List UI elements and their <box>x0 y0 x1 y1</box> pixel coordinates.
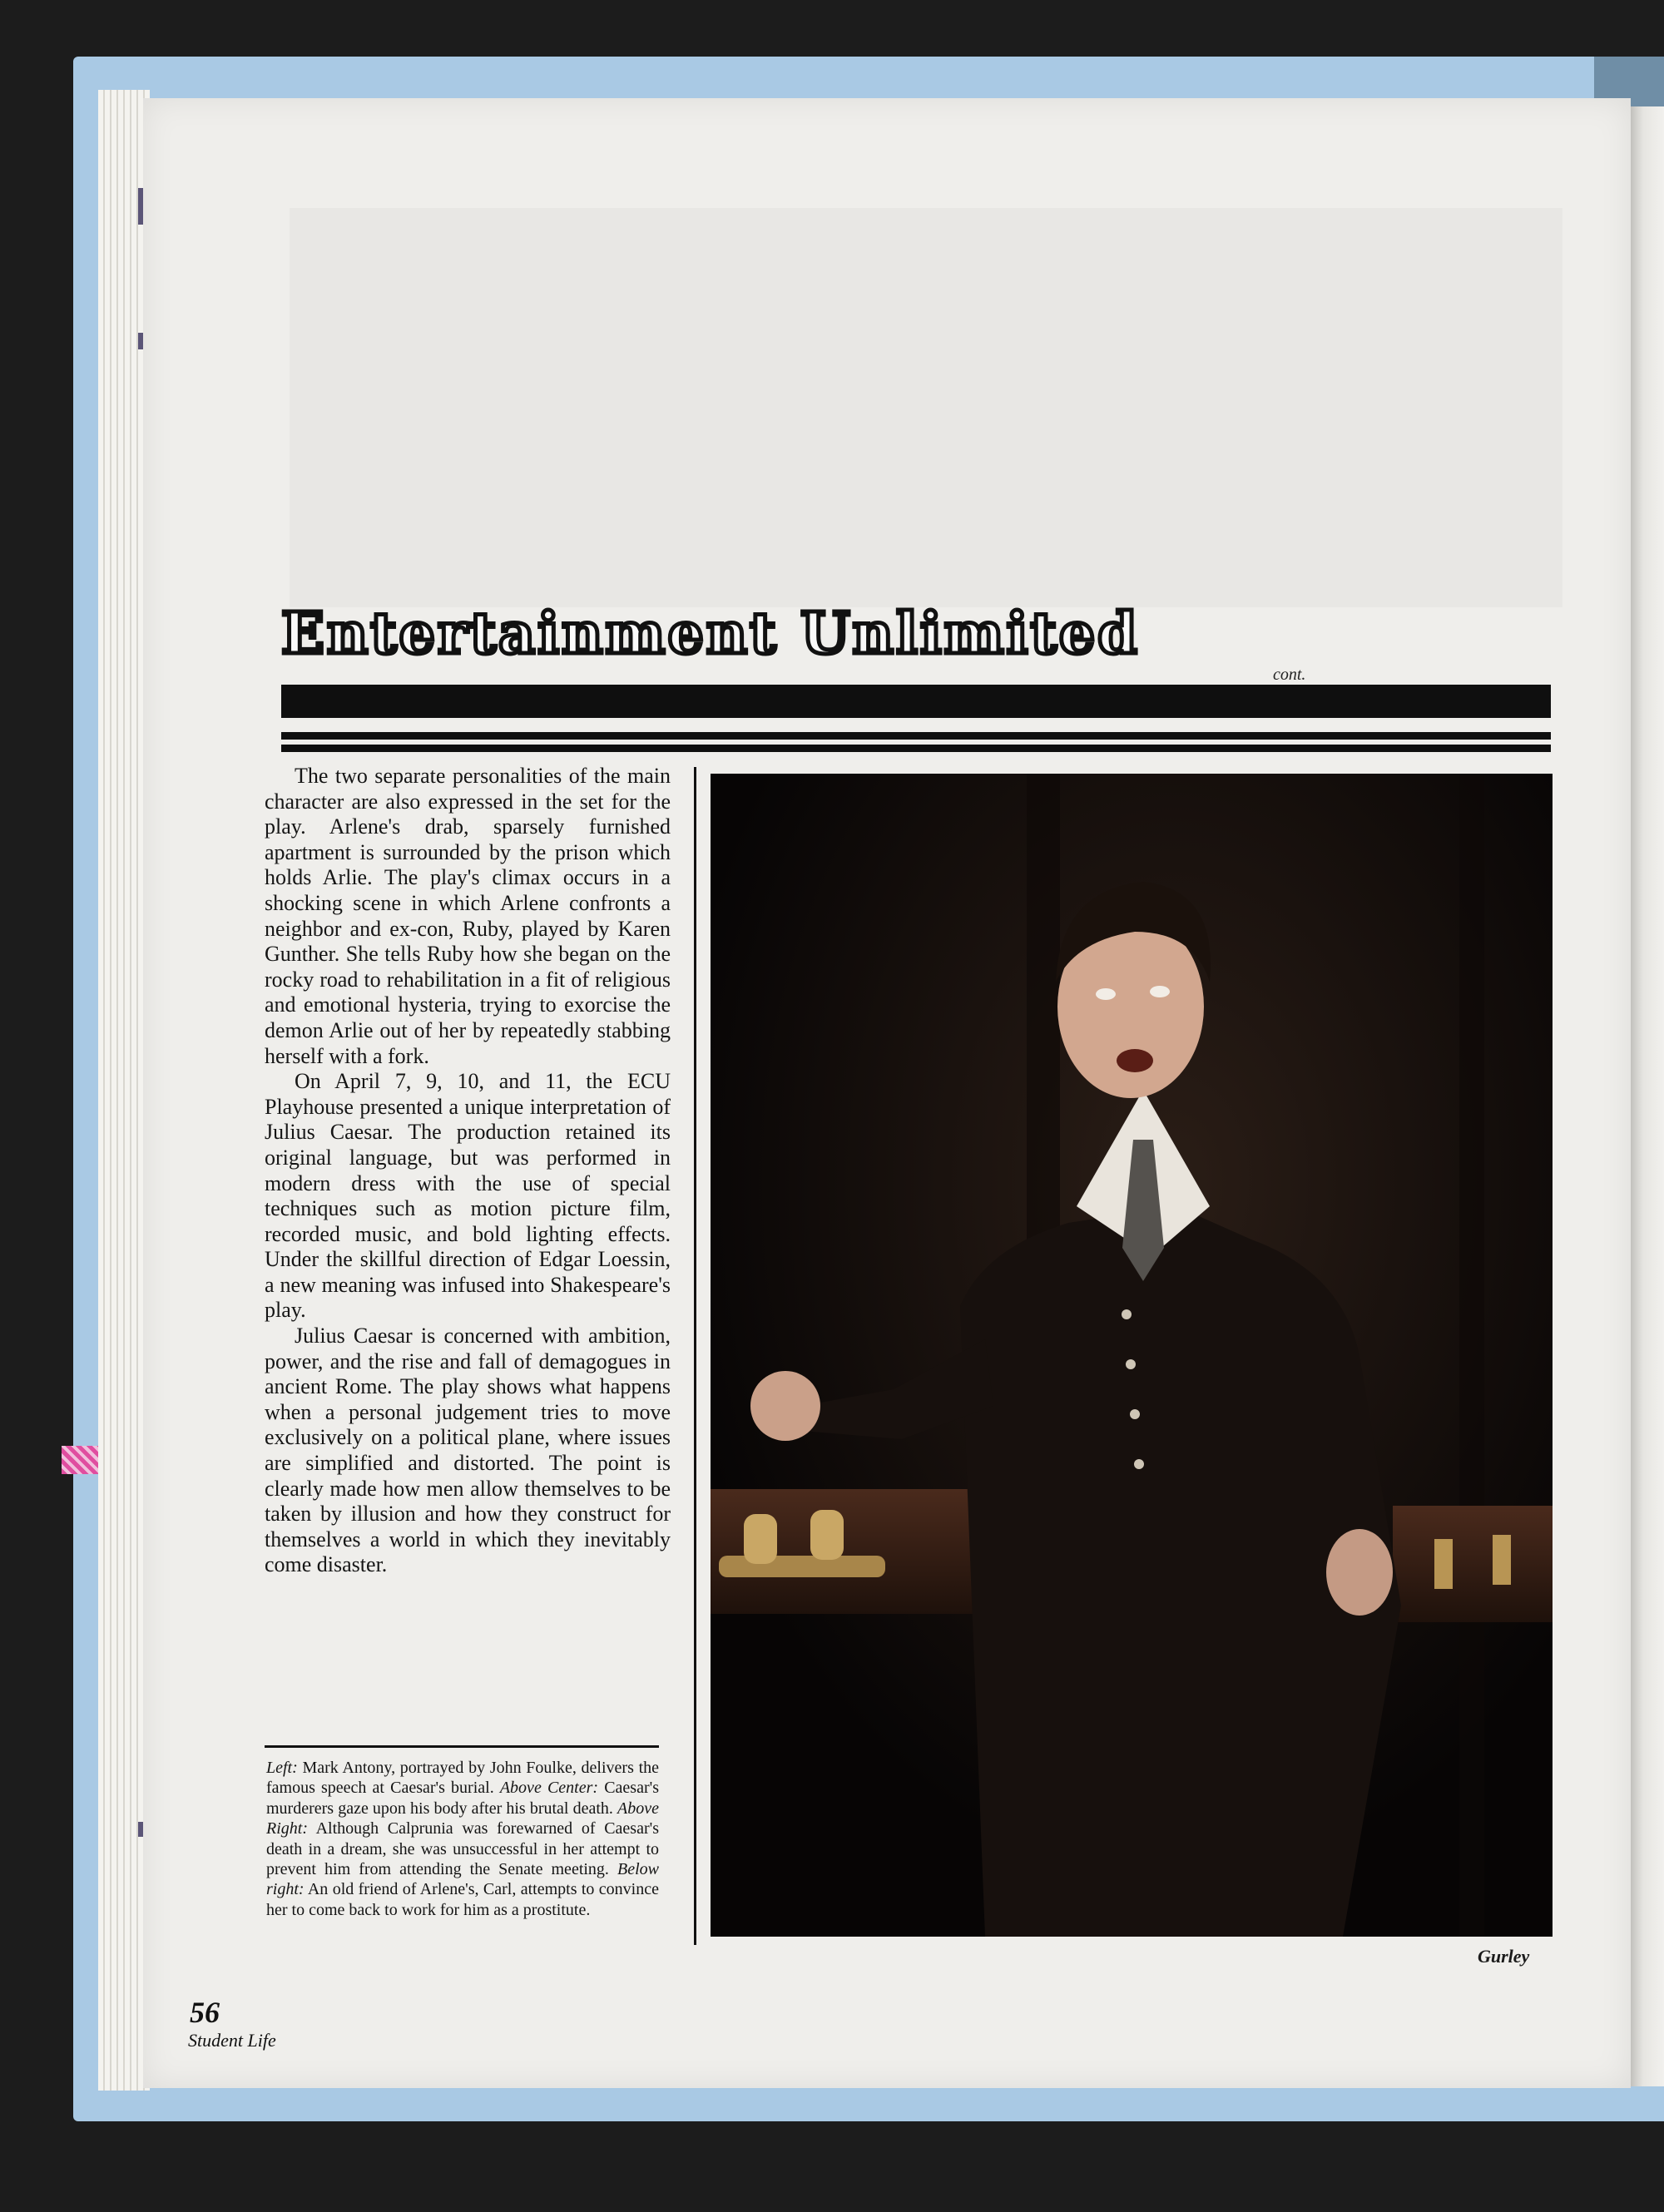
page-title: Entertainment Unlimited <box>281 601 1140 667</box>
pink-tab-mark <box>62 1446 98 1474</box>
mark-antony-photo <box>711 774 1553 1937</box>
page-stack-edge <box>98 90 150 2091</box>
caption-label-below-right: Below right: <box>266 1860 659 1899</box>
show-through-area <box>290 208 1562 607</box>
caption-rule <box>265 1745 659 1748</box>
article-paragraph: The two separate personalities of the main character are also expressed in the set for the play. Arlene's drab, sparsely furnished apartment is surrounded by the prison which holds Arlie. The play's climax occurs in a shocking scene in which Arlene confronts a neighbor and ex-con, Ruby, played by Karen Gunther. She tells Ruby how she began on the rocky road to rehabilitation in a fit of religious and emotional hysteria, trying to exorcise the demon Arlie out of her by repeatedly stabbing herself with a fork. <box>265 764 671 1068</box>
caption-label-above-right: Above Right: <box>266 1799 660 1838</box>
caption-label-above-center: Above Center: <box>499 1779 599 1798</box>
caption-text-above-center: Caesar's murderers gaze upon his body after his brutal death. <box>266 1779 659 1818</box>
facing-page-edge <box>1629 106 1664 2086</box>
article-paragraph: Julius Caesar is concerned with ambition, power, and the rise and fall of demagogues in ancient Rome. The play shows what happens when a personal judgement tries to move exclusively on a political plane, where issues are simplified and distorted. The point is clearly made how men allow themselves to be taken by illusion and how they construct for themselves a world in which they inevitably come disaster. <box>265 1324 671 1577</box>
caption-text-left: Mark Antony, portrayed by John Foulke, delivers the famous speech at Caesar's burial. <box>266 1759 659 1798</box>
article-paragraph: On April 7, 9, 10, and 11, the ECU Playhouse presented a unique interpretation of Julius Caesar. The production retained its original language, but was performed in modern dress with the use of special techniques such as motion picture film, recorded music, and bold lighting effects. Under the skillful direction of Edgar Loessin, a new meaning was infused into Shakespeare's play. <box>265 1069 671 1323</box>
continued-label: cont. <box>1273 666 1306 684</box>
caption-text-above-right: Although Calprunia was forewarned of Caesar's death in a dream, she was unsuccessful in her attempt to prevent him from attending the Senate meeting. <box>266 1819 659 1879</box>
photo-illustration <box>711 774 1553 1937</box>
fist <box>750 1371 820 1441</box>
photo-credit: Gurley <box>1478 1946 1530 1967</box>
title-rule-double <box>281 732 1551 752</box>
title-rule-thick <box>281 685 1551 718</box>
column-divider <box>694 767 696 1945</box>
article-body <box>265 764 671 1578</box>
section-name: Student Life <box>188 2030 276 2051</box>
photo-captions <box>266 1758 659 1920</box>
caption-label-left: Left: <box>266 1759 298 1777</box>
page-number: 56 <box>190 1996 220 2029</box>
caption-text-below-right: An old friend of Arlene's, Carl, attempts to convince her to come back to work for him as a prostitute. <box>266 1880 659 1919</box>
